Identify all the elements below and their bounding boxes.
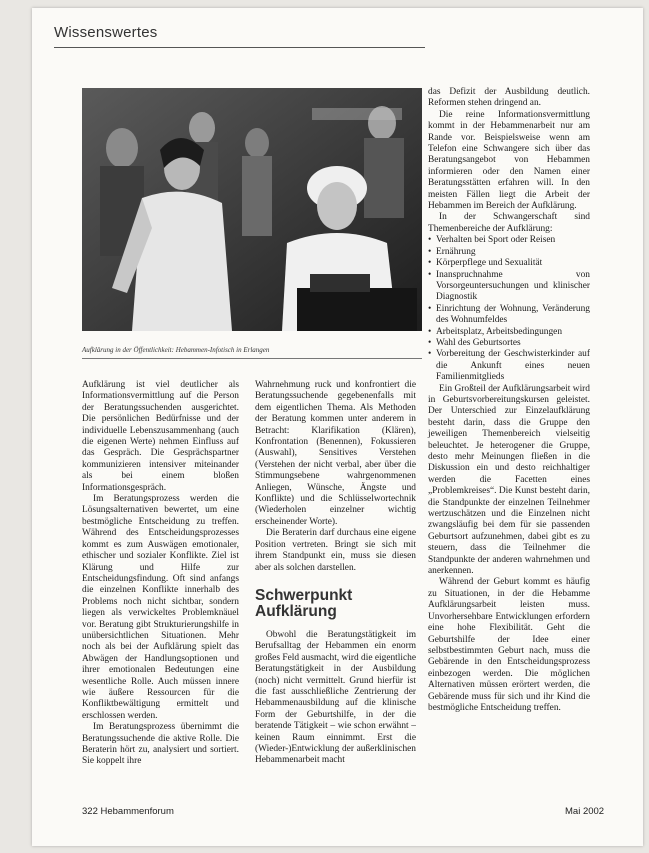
paragraph: Während der Geburt kommt es häufig zu Situationen, in der die Hebamme Aufklärungsarbeit leisten muss. Unvorhersehbare Entwicklungen erfordern eine hohe Flexibilität. Geht die Geburtshilfe der Idee einer selbstbestimmten Geburt nach, muss die Gebärende in den Entscheidungsprozess einbezogen werden. Die möglichen Alternativen müssen erörtert werden, die Gebärende muss für sich und ihr Kind die bestmögliche Entscheidung treffen. (428, 577, 590, 713)
column-2 (255, 380, 416, 767)
paragraph: Im Beratungsprozess übernimmt die Beratungssuchende die aktive Rolle. Die Beraterin hört zu, analysiert und sortiert. Sie koppelt ihre (82, 722, 239, 767)
paragraph: In der Schwangerschaft sind Themenbereiche der Aufklärung: (428, 212, 590, 234)
list-item: • Inanspruchnahme von Vorsorgeuntersuchungen und klinischer Diagnostik (428, 270, 590, 304)
list-item: • Vorbereitung der Geschwisterkinder auf die Ankunft eines neuen Familienmitglieds (428, 349, 590, 383)
paragraph: Die reine Informationsvermittlung kommt in der Hebammenarbeit nur am Rande vor. Beispielsweise wenn am Telefon eine Schwangere sich über das Beratungsangebot von Hebammen informieren oder den Namen einer Beratungsstätten erfahren will. In den meisten Fällen liegt die Arbeit der Hebammen im Bereich der Aufklärung. (428, 109, 590, 212)
photo-caption: Aufklärung in der Öffentlichkeit: Hebammen-Infotisch in Erlangen (82, 346, 270, 354)
section-header: Wissenswertes (54, 24, 158, 41)
paragraph: Die Beraterin darf durchaus eine eigene Position vertreten. Bringt sie sich mit ihrem Standpunkt ein, muss sie diesen aber als solchen darstellen. (255, 528, 416, 573)
column-3 (428, 87, 590, 714)
paragraph: Aufklärung ist viel deutlicher als Informationsvermittlung auf die Person der Beratungssuchenden ausgerichtet. Die persönlichen Bedürfnisse und der individuelle Lebenszusammenhang (auch die eigenen Werte) nehmen Einfluss auf das Gespräch. Die Gesprächspartner kommunizieren intensiver miteinander als bei einem bloßen Informationsgespräch. (82, 380, 239, 493)
caption-rule (82, 358, 422, 359)
paragraph: Im Beratungsprozess werden die Lösungsalternativen bewertet, um eine bestmögliche Entscheidung zu treffen. Während des Entscheidungsprozesses kommt es zum Auswägen emotionaler, ethischer und sozialer Konflikte. Ziel ist Klärung und Hilfe zur Entscheidungsfindung. Oft sind anfangs die einzelnen Konflikte innerhalb des Problems noch nicht sichtbar, sondern liegen als verwickeltes Problemknäuel vor. Beratung gibt Strukturierungshilfe in unübersichtlichen Situationen. Mehr noch als bei der Aufklärung spielt das Abwägen der Handlungsoptionen und ihrer emotionalen Bedeutungen eine wesentliche Rolle. Auch müssen innere wie äußere Ressourcen für die Konfliktbewältigung ermittelt und erschlossen werden. (82, 494, 239, 721)
paragraph: das Defizit der Ausbildung deutlich. Reformen stehen dringend an. (428, 87, 590, 109)
paragraph: Obwohl die Beratungstätigkeit im Berufsalltag der Hebammen ein enorm großes Feld ausmacht, wird die eigentliche Beratungstätigkeit in der Ausbildung (noch) nicht vermittelt. Grund hierfür ist die fast ausschließliche Zentrierung der Hebammenausbildung auf die klinische Form der Geburtshilfe, in der die beratende Tätigkeit – wie schon erwähnt – keinen Raum einnimmt. Erst die (Wieder-)Entwicklung der außerklinischen Hebammenarbeit macht (255, 629, 416, 766)
header-rule (54, 47, 425, 48)
list-item: • Arbeitsplatz, Arbeitsbedingungen (428, 327, 590, 338)
subheading (255, 588, 416, 620)
list-item: • Wahl des Geburtsortes (428, 338, 590, 349)
topic-list (428, 235, 590, 383)
list-item: • Verhalten bei Sport oder Reisen (428, 235, 590, 246)
paragraph: Ein Großteil der Aufklärungsarbeit wird in Geburtsvorbereitungskursen geleistet. Der Unterschied zur Einzelaufklärung besteht darin, dass die Gruppe den jeweiligen Themenbereich vielseitig beleuchtet. Je heterogener die Gruppe, desto mehr Meinungen fließen in die Diskussion ein und desto reichhaltiger werden die Facetten eines „Problemkreises“. Die Kunst besteht darin, die Standpunkte der einzelnen Teilnehmer wertzuschätzen und die Einzelnen nicht zwangsläufig bei dem für sie passenden Geburtsort aufzunehmen, dabei gibt es zu steuern, dass die Teilnehmer die Standpunkte der anderen wahrnehmen und anerkennen. (428, 383, 590, 577)
footer-page-number: 322 Hebammenforum (82, 806, 174, 817)
column-1 (82, 380, 239, 768)
paragraph: Wahrnehmung ruck und konfrontiert die Beratungssuchende gegebenenfalls mit dem eigentlichen Thema. Als Methoden der Beratung kommen unter anderem in Betracht: Klarifikation (Klären), Konfrontation (Benennen), Fokussieren (Auswahl), Sensitives Verstehen (Verstehen der nicht verbal, aber über die Stimmungsebene wahrgenommenen Anliegen, Wünsche, Ängste und Konflikte) und die Schlüsselwortechnik (Wiederholen einzelner wichtig erscheinender Worte). (255, 380, 416, 527)
list-item: • Ernährung (428, 247, 590, 258)
list-item: • Einrichtung der Wohnung, Veränderung des Wohnumfeldes (428, 304, 590, 327)
subheading-line-1: Schwerpunkt (255, 586, 353, 604)
subheading-line-2: Aufklärung (255, 602, 337, 620)
list-item: • Körperpflege und Sexualität (428, 258, 590, 269)
photo-infotisch (82, 88, 422, 331)
footer-date: Mai 2002 (565, 806, 605, 817)
